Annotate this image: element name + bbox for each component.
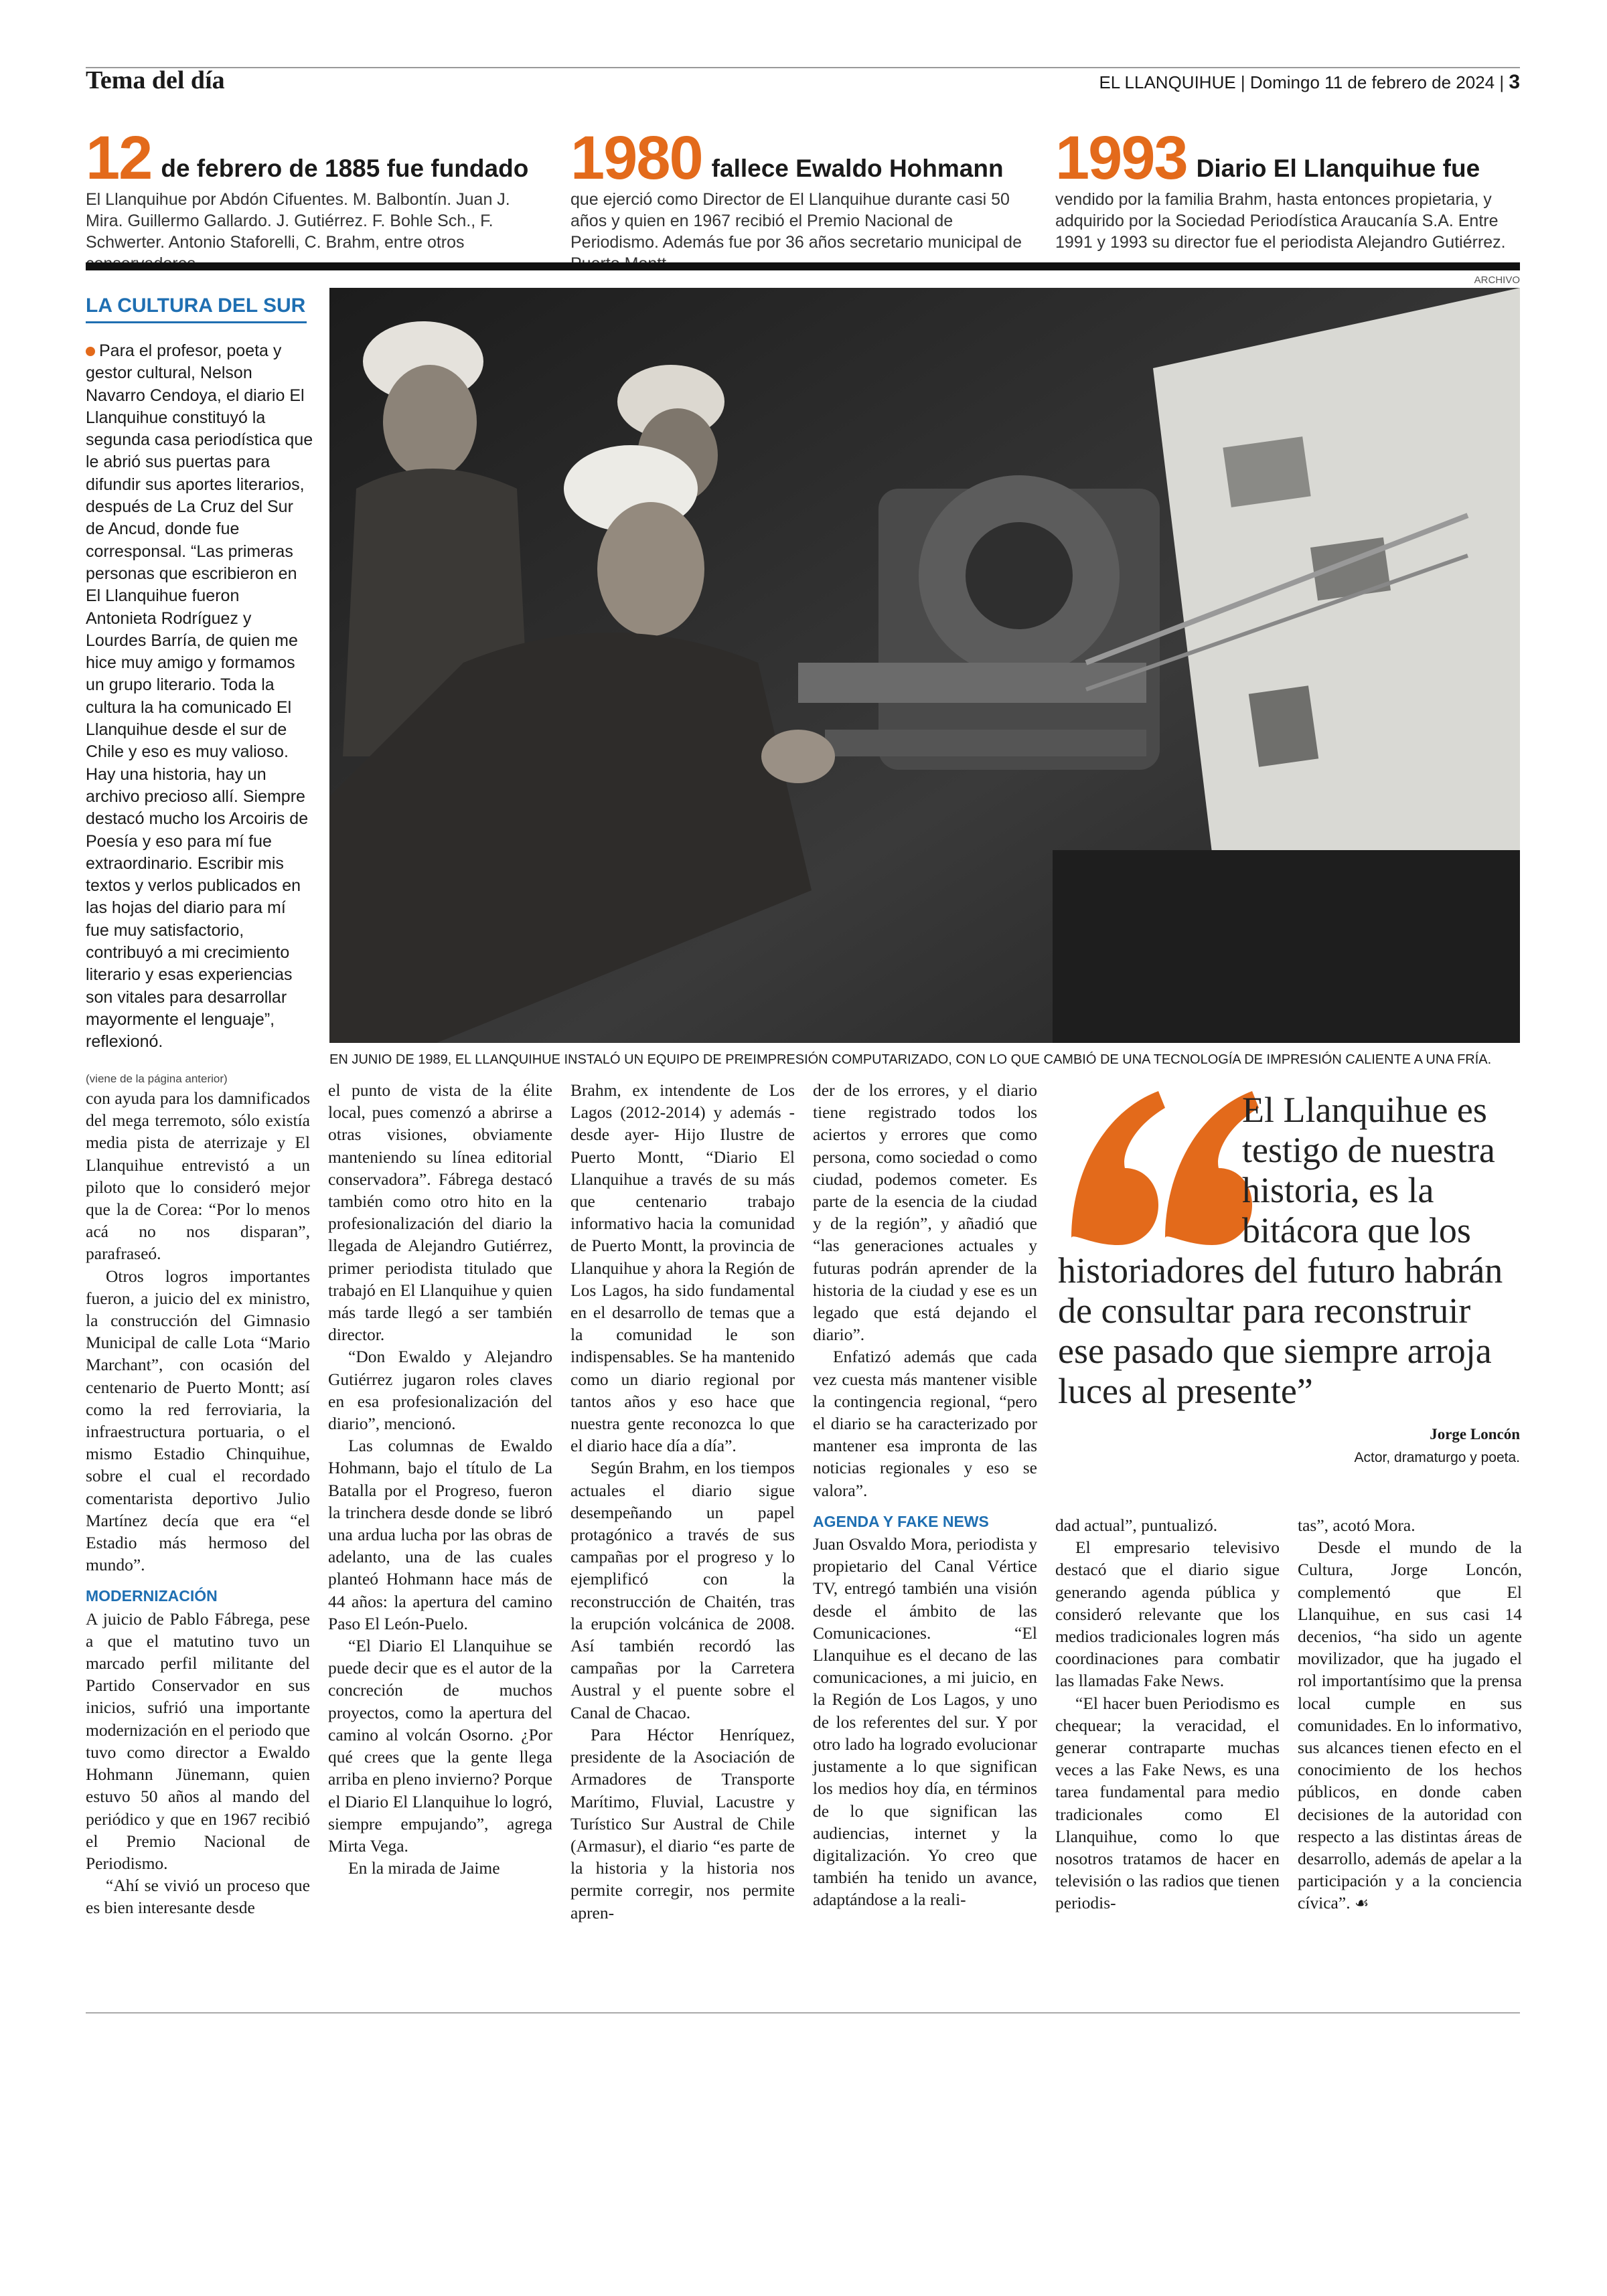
paragraph: tas”, acotó Mora. — [1298, 1515, 1415, 1535]
publication-date: Domingo 11 de febrero de 2024 — [1249, 72, 1495, 92]
fact-lead: fallece Ewaldo Hohmann — [711, 155, 1004, 182]
footer-rule — [86, 2012, 1520, 2014]
article-column-1 — [86, 1071, 310, 1919]
page-number: 3 — [1509, 71, 1520, 93]
photo-caption: EN JUNIO DE 1989, EL LLANQUIHUE INSTALÓ UN EQUIPO DE PREIMPRESIÓN COMPUTARIZADO, CON LO QUE CAMBIÓ DE UNA TECNOLOGÍA DE IMPRESIÓN CALIENTE A UNA FRÍA. — [329, 1052, 1492, 1067]
pull-quote — [1058, 1090, 1520, 1411]
fact-box — [570, 124, 1032, 274]
quote-line-1: El Llanquihue es testigo de nuestra historia, es la bitácora que los — [1242, 1090, 1495, 1250]
fact-body: El Llanquihue por Abdón Cifuentes. M. Balbontín. Juan J. Mira. Guillermo Gallardo. J. Gutiérrez. F. Bohle Sch., F. Schwerter. Antonio Staforelli, C. Brahm, entre otros — [86, 190, 510, 252]
paragraph: con ayuda para los damnificados del mega terremoto, sólo existía media pista de aterrizaje y El Llanquihue entrevistó a un piloto que lo consideró mejor que la de Corea: “Por lo menos acá no nos disparan”, parafraseó. — [86, 1088, 310, 1264]
continued-note: (viene de la página anterior) — [86, 1072, 228, 1085]
photo-illustration — [329, 288, 1520, 1043]
quote-role: Actor, dramaturgo y poeta. — [1354, 1450, 1520, 1465]
article-column-2 — [328, 1079, 552, 1879]
fact-body: vendido por la familia Brahm, hasta entonces propietaria, y adquirido por la Sociedad Periodística Araucanía S.A. Entre 1991 y 1993 su director fue el periodista Alejandro Gutiérrez. — [1055, 190, 1506, 252]
article-column-6 — [1298, 1514, 1522, 1915]
publication-name: EL LLANQUIHUE — [1099, 72, 1236, 92]
bullet-icon — [86, 347, 95, 356]
fact-box — [86, 124, 548, 274]
sidebar-body: Para el profesor, poeta y gestor cultural, Nelson Navarro Cendoya, el diario El Llanquihue constituyó la segunda casa periodística que le abrió sus puertas para difundir sus aportes literarios, después de La Cruz del Sur de Ancud, donde fue corresponsal. “Las primeras personas que escribieron en El Llanquihue fueron Antonieta Rodríguez y Lourdes Barría, de quien me hice muy amigo y formamos un grupo literario. Toda la cultura la ha comunicado El Llanquihue desde el sur de Chile y eso es muy valioso. Hay una historia, hay un archivo precioso allí. Siempre destacó mucho los Arcoiris de Poesía y eso para mí fue extraordinario. Escribir mis textos y verlos publicados en las hojas del diario para mí fue muy satisfactorio, contribuyó a mi crecimiento literario y esas experiencias son vitales para desarrollar mayormente el lenguaje”, reflexionó. — [86, 341, 313, 1052]
paragraph-text: Desde el mundo de la Cultura, Jorge Loncón, complementó que El Llanquihue, en sus casi 14 decenios, “ha sido un agente movilizador, que ha jugado el rol importantísimo que la prensa local cumple en sus comunidades. En lo informativo, sus alcances tienen efecto en el conocimiento de los hechos públicos, en donde caben decisiones de la autoridad con respecto a las distintas áreas de desarrollo, además de apelar a la participación y a la conciencia cívica”. — [1298, 1538, 1522, 1913]
quote-line-2: historiadores del futuro habrán de consultar para reconstruir ese pasado que siempre arroja luces al presente” — [1058, 1250, 1503, 1411]
paragraph — [1298, 1536, 1522, 1914]
paragraph: Las columnas de Ewaldo Hohmann, bajo el título de La Batalla por el Progreso, fueron la trinchera desde donde se libró una ardua lucha por las obras de adelanto, una de las cuales planteó Hohmann hace más de 44 años: la apertura del camino Paso El León-Puelo. — [328, 1436, 552, 1633]
facts-divider — [86, 262, 1520, 270]
section-title: Tema del día — [86, 66, 225, 94]
sidebar-text — [86, 340, 313, 1054]
article-column-3 — [570, 1079, 795, 1924]
article-column-5 — [1055, 1514, 1280, 1914]
sidebar-heading: LA CULTURA DEL SUR — [86, 295, 306, 317]
paragraph: En la mirada de Jaime — [348, 1858, 500, 1878]
fact-lead: de febrero de 1885 fue fundado — [161, 155, 529, 182]
paragraph: “El hacer buen Periodismo es chequear; la veracidad, el generar contraparte muchas veces a las Fake News, es una tarea fundamental para medio tradicionales como El Llanquihue, como lo que nosotros tratamos de hacer en televisión o las radios que tienen periodis- — [1055, 1693, 1280, 1913]
quote-author: Jorge Loncón — [1430, 1426, 1520, 1443]
paragraph: der de los errores, y el diario tiene registrado todos los aciertos y errores que como persona, como sociedad o como ciudad, podemos cometer. Es parte de la esencia de la ciudad y de la región”, y añadió que “las generaciones actuales y futuras podrán aprender de la historia de la ciudad y ese es un legado que está dejando el diario”. — [813, 1080, 1037, 1345]
paragraph: “Ahí se vivió un proceso que es bien interesante desde — [86, 1876, 310, 1918]
paragraph: Brahm, ex intendente de Los Lagos (2012-2014) y además -desde ayer- Hijo Ilustre de Puerto Montt, “Diario El Llanquihue a través de su más que centenario trabajo informativo hacia la comunidad de Puerto Montt, la provincia de Llanquihue y ahora la Región de Los Lagos, ha sido fundamental en el desarrollo de temas que a la comunidad le son indispensables. Se ha mantenido como un diario regional por tantos años y eso hace que nuestra gente reconozca lo que el diario hace día a día”. — [570, 1080, 795, 1456]
paragraph: El empresario televisivo destacó que el diario sigue generando agenda pública y consideró relevante que los medios tradicionales logren más coordinaciones para combatir las llamadas Fake News. — [1055, 1538, 1280, 1691]
fact-box — [1055, 124, 1517, 253]
fact-lead: Diario El Llanquihue fue — [1196, 155, 1480, 182]
paragraph: Juan Osvaldo Mora, periodista y propietario del Canal Vértice TV, entregó también una visión desde el ámbito de las Comunicaciones. “El Llanquihue es el decano de las comunicaciones, a mi juicio, en la Región de Los Lagos, y uno de los referentes del sur. Y por otro lado ha logrado evolucionar justamente a lo que significan los medios hoy día, en términos de lo que significan las audiencias, internet y la digitalización. Yo creo que también ha tenido un avance, adaptándose a la reali- — [813, 1534, 1037, 1910]
paragraph: “El Diario El Llanquihue se puede decir que es el autor de la concreción de muchos proyectos, como la apertura del camino al volcán Osorno. ¿Por qué crees que la gente llega arriba en pleno invierno? Porque el Diario El Llanquihue lo logró, siempre empujando”, agrega Mirta Vega. — [328, 1636, 552, 1856]
sidebar-rule — [86, 321, 307, 323]
fact-body: que ejerció como Director de El Llanquihue durante casi 50 años y quien en 1967 recibió el Premio Nacional de Periodismo. Además fue por 36 años secretario municipal de — [570, 190, 1022, 252]
subheading: MODERNIZACIÓN — [86, 1587, 218, 1605]
header-rule — [86, 67, 1520, 68]
paragraph: Enfatizó además que cada vez cuesta más mantener visible la contingencia regional, “pero el diario se ha caracterizado por mantener esa impronta de las noticias regionales y eso se valora”. — [813, 1347, 1037, 1500]
paragraph: “Don Ewaldo y Alejandro Gutiérrez jugaron roles claves en esa profesionalización del diario”, mencionó. — [328, 1347, 552, 1434]
paragraph: Para Héctor Henríquez, presidente de la Asociación de Armadores de Transporte Marítimo, Fluvial, Lacustre y Turístico Sur Austral de Chile (Armasur), el diario “es parte de la historia y la historia nos permite corregir, nos permite apren- — [570, 1724, 795, 1922]
paragraph: Según Brahm, en los tiempos actuales el diario sigue desempeñando un papel protagónico a través de sus campañas por el progreso y lo ejemplificó con la reconstrucción de Chaitén, tras la erupción volcánica de 2008. Así también recordó las campañas por la Carretera Austral y el puente sobre el Canal de Chacao. — [570, 1458, 795, 1722]
paragraph: el punto de vista de la élite local, pues comenzó a abrirse a otras visiones, obviamente manteniendo su línea editorial conservadora”. Fábrega destacó también como otro hito en la profesionalización del diario la llegada de Alejandro Gutiérrez, primer periodista titulado que trabajó en El Llanquihue y quien más tarde llegó a ser también director. — [328, 1080, 552, 1345]
folio: EL LLANQUIHUE | Domingo 11 de febrero de 2024 | 3 — [1099, 71, 1520, 93]
subheading: AGENDA Y FAKE NEWS — [813, 1512, 989, 1530]
end-mark-icon: ☙ — [1354, 1894, 1369, 1913]
fact-year: 1980 — [570, 124, 702, 192]
press-room-photo — [329, 288, 1520, 1043]
fact-year: 1993 — [1055, 124, 1187, 192]
paragraph: dad actual”, puntualizó. — [1055, 1515, 1218, 1535]
fact-year: 12 — [86, 124, 152, 192]
article-column-4 — [813, 1079, 1037, 1911]
paragraph: A juicio de Pablo Fábrega, pese a que el matutino tuvo un marcado perfil militante del Partido Conservador en sus inicios, sufrió una importante modernización en el periodo que tuvo como director a Ewaldo Hohmann Jünemann, quien estuvo 50 años al mando del periódico y que en 1967 recibió el Premio Nacional de Periodismo. — [86, 1609, 310, 1873]
paragraph: Otros logros importantes fueron, a juicio del ex ministro, la construcción del Gimnasio Municipal de calle Lota “Mario Marchant”, con ocasión del centenario de Puerto Montt; así como la red ferroviaria, la infraestructura portuaria, o el mismo Estadio Chinquihue, sobre el cual el recordado comentarista deportivo Julio Martínez decía que era “el Estadio más hermoso del mundo”. — [86, 1266, 310, 1575]
photo-credit: ARCHIVO — [1474, 274, 1520, 286]
